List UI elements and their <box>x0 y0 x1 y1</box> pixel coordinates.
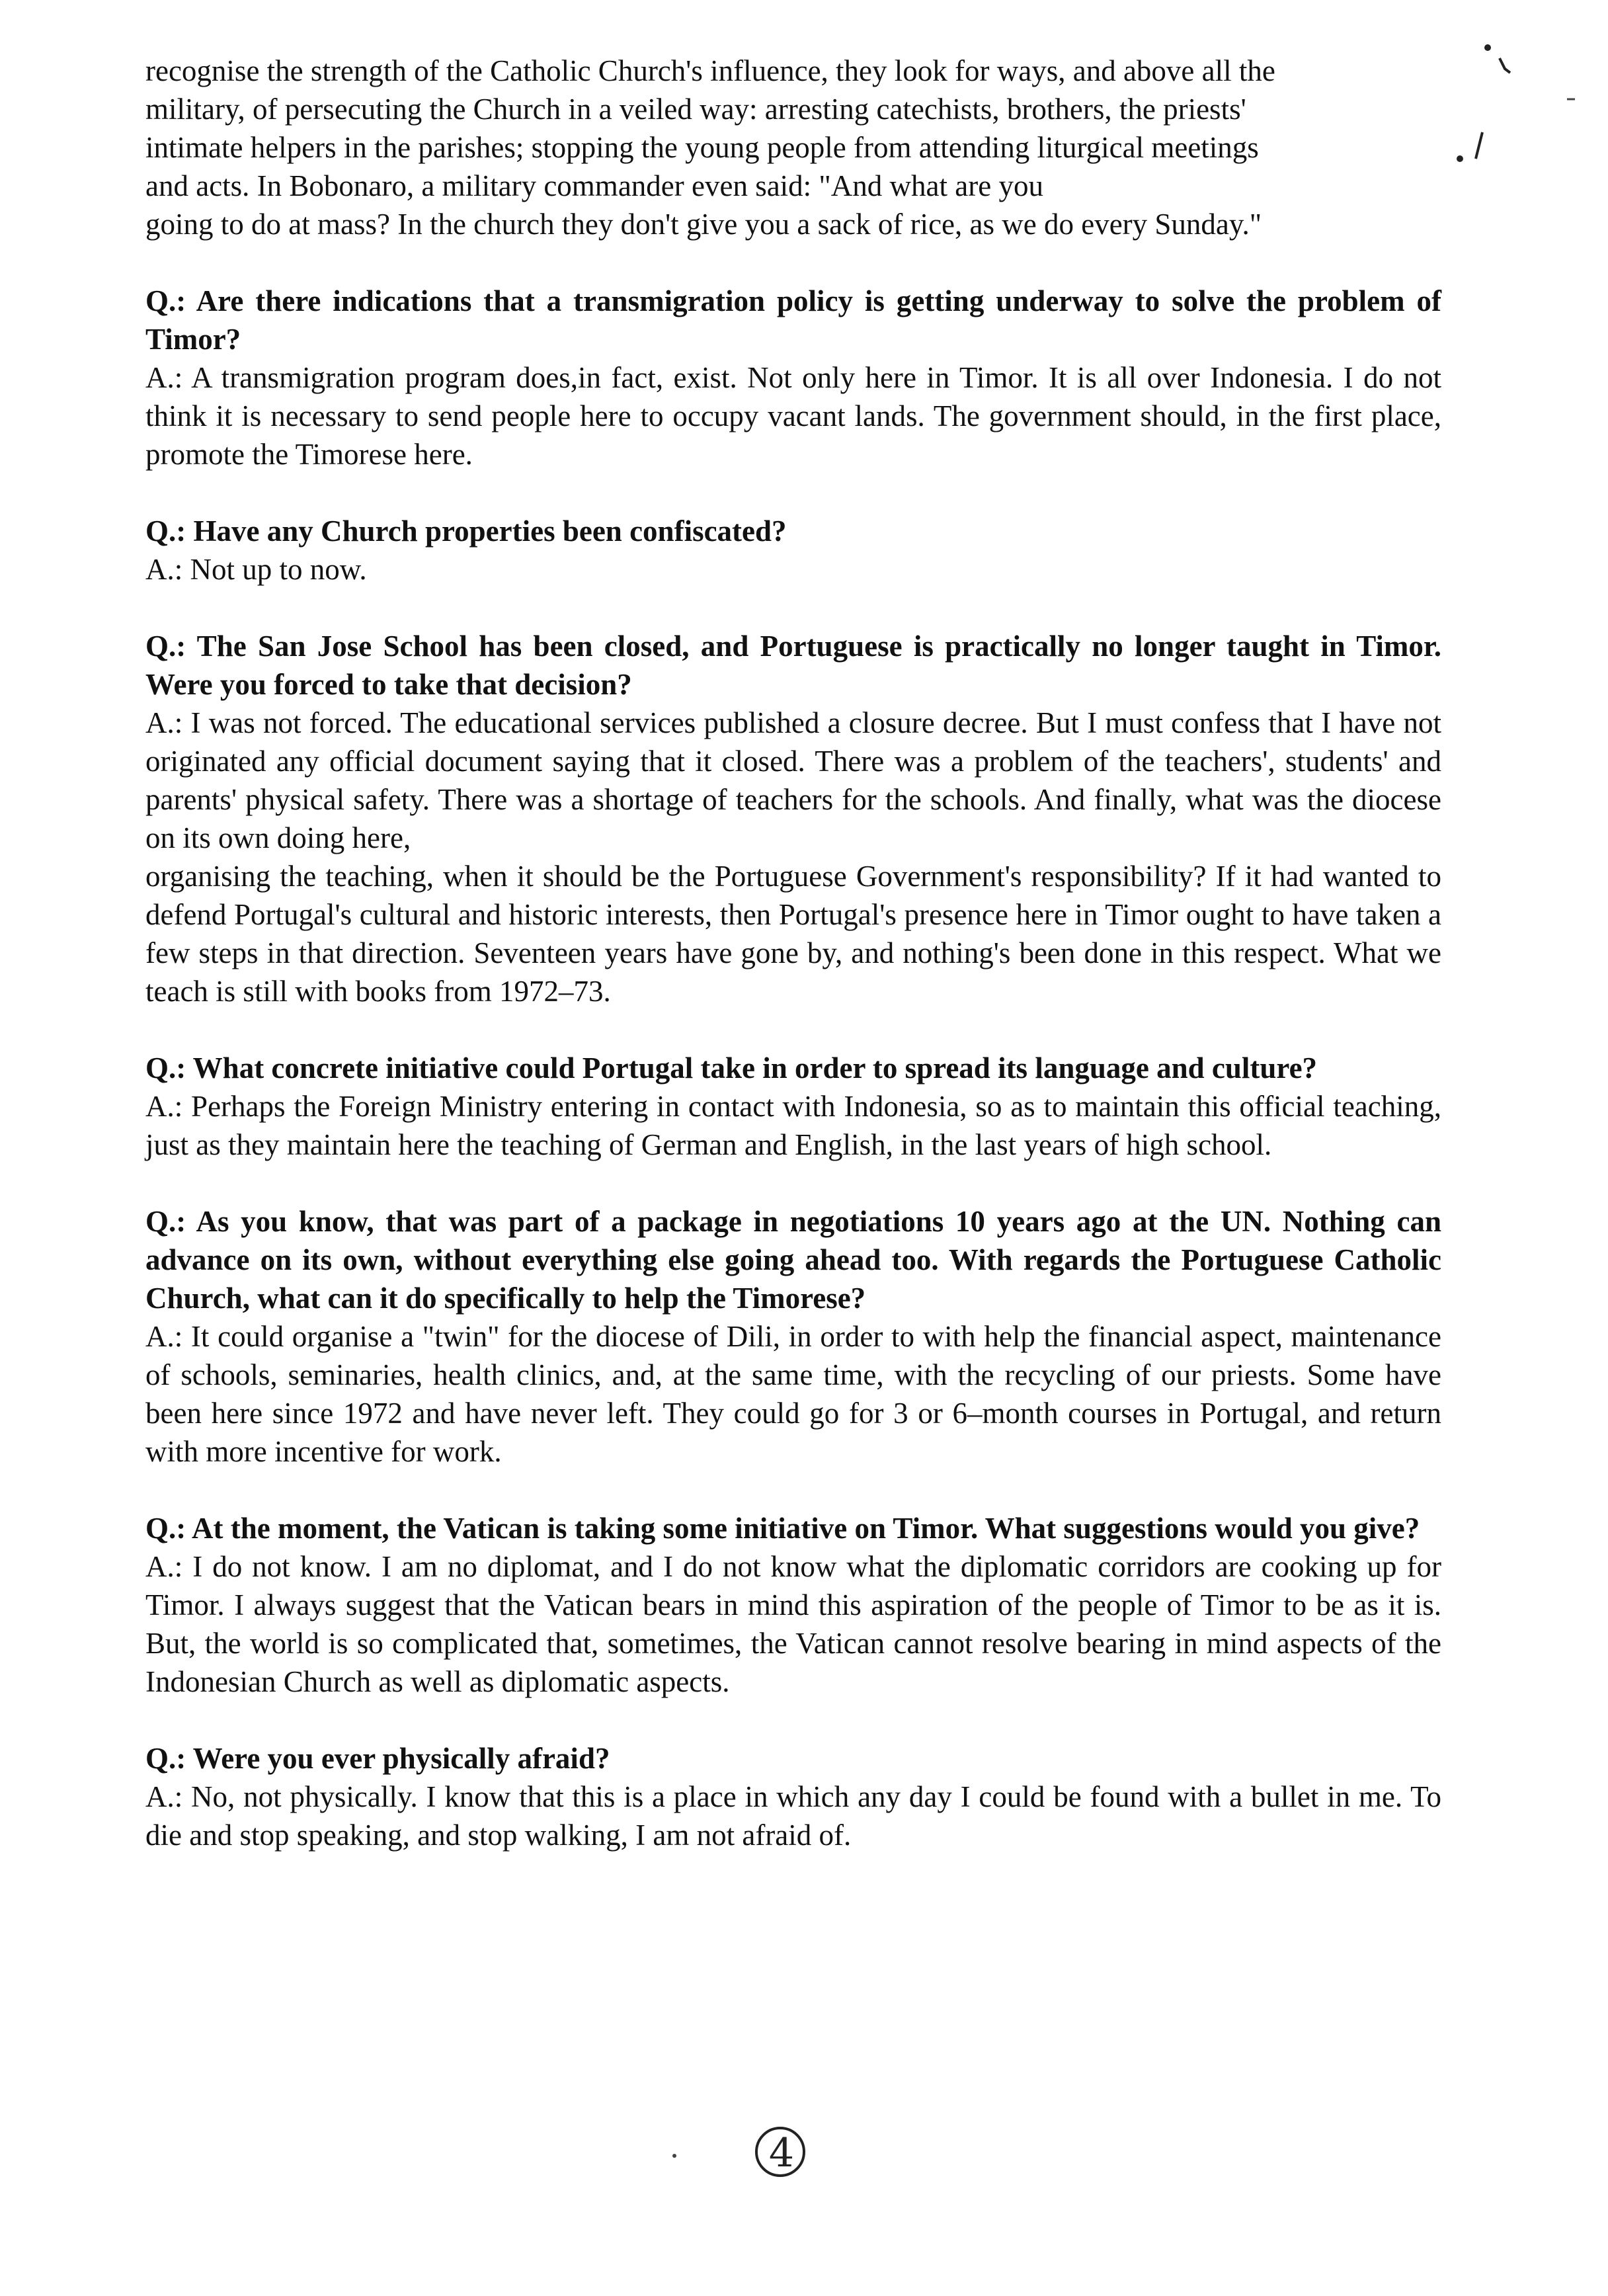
page-number-text: 4 <box>768 2130 795 2176</box>
text-column <box>145 52 1441 1893</box>
answer-text: A.: A transmigration program does,in fact, exist. Not only here in Timor. It is all over Indonesia. I do not think it is necessary to send people here to occupy vacant lands. The government should, in the first place, promote the Timorese here. <box>145 361 1441 471</box>
qa-block-portugal-initiative <box>145 1049 1441 1164</box>
qa-block-san-jose-school <box>145 627 1441 1010</box>
answer-text: A.: It could organise a "twin" for the diocese of Dili, in order to with help the financial aspect, maintenance of schools, seminaries, health clinics, and, at the same time, with the recycling of our priests. Some have been here since 1972 and have never left. They could go for 3 or 6–month courses in Portugal, and return with more incentive for work. <box>145 1320 1441 1468</box>
question-text: Q.: Were you ever physically afraid? <box>145 1742 610 1775</box>
answer-text: A.: I do not know. I am no diplomat, and I do not know what the diplomatic corridors are cooking up for Timor. I always suggest that the Vatican bears in mind this aspiration of the people of Timor to be as it is. But, the world is so complicated that, sometimes, the Vatican cannot resolve bearing in mind aspects of the Indonesian Church as well as diplomatic aspects. <box>145 1550 1441 1698</box>
opening-line: intimate helpers in the parishes; stopping the young people from attending liturgical meetings <box>145 131 1259 164</box>
page-number-stamp <box>742 2110 821 2189</box>
question-text: Q.: As you know, that was part of a package in negotiations 10 years ago at the UN. Nothing can advance on its own, without everything else going ahead too. With regards the Portuguese Catholic Church, what can it do specifically to help the Timorese? <box>145 1205 1441 1315</box>
question-text: Q.: What concrete initiative could Portugal take in order to spread its language and culture? <box>145 1051 1318 1085</box>
scan-dot <box>1457 155 1463 162</box>
answer-text: A.: I was not forced. The educational services published a closure decree. But I must confess that I have not originated any official document saying that it closed. There was a problem of the teachers', students' and parents' physical safety. There was a shortage of teachers for the schools. And finally, what was the diocese on its own doing here, <box>145 706 1441 854</box>
scan-tick-mark <box>1500 58 1510 73</box>
qa-block-catholic-church-help <box>145 1202 1441 1471</box>
scan-dot <box>1484 44 1491 51</box>
answer-text-continued: organising the teaching, when it should be the Portuguese Government's responsibility? If it had wanted to defend Portugal's cultural and historic interests, then Portugal's presence here in Timor ought to have taken a few steps in that direction. Seventeen years have gone by, and nothing's been done in this respect. What we teach is still with books from 1972–73. <box>145 860 1441 1008</box>
answer-text: A.: Perhaps the Foreign Ministry entering in contact with Indonesia, so as to maintain this official teaching, just as they maintain here the teaching of German and English, in the last years of high school. <box>145 1090 1441 1161</box>
opening-line: military, of persecuting the Church in a veiled way: arresting catechists, brothers, the priests' <box>145 93 1246 126</box>
opening-line: and acts. In Bobonaro, a military commander even said: "And what are you <box>145 169 1043 202</box>
qa-block-transmigration <box>145 282 1441 473</box>
answer-text: A.: Not up to now. <box>145 553 367 586</box>
question-text: Q.: Have any Church properties been confiscated? <box>145 514 787 548</box>
question-text: Q.: The San Jose School has been closed, and Portuguese is practically no longer taught in Timor. Were you forced to take that decision? <box>145 630 1441 701</box>
question-text: Q.: At the moment, the Vatican is taking some initiative on Timor. What suggestions would you give? <box>145 1512 1420 1545</box>
scan-slash-mark <box>1476 132 1482 159</box>
qa-block-physically-afraid <box>145 1739 1441 1854</box>
qa-block-church-properties <box>145 512 1441 589</box>
answer-text: A.: No, not physically. I know that this is a place in which any day I could be found with a bullet in me. To die and stop speaking, and stop walking, I am not afraid of. <box>145 1780 1441 1852</box>
opening-line: going to do at mass? In the church they don't give you a sack of rice, as we do every Sunday." <box>145 208 1262 241</box>
qa-block-vatican <box>145 1509 1441 1701</box>
scan-dot <box>672 2154 676 2158</box>
opening-paragraph <box>145 52 1441 243</box>
question-text: Q.: Are there indications that a transmigration policy is getting underway to solve the problem of Timor? <box>145 284 1441 356</box>
opening-line: recognise the strength of the Catholic Church's influence, they look for ways, and above all the <box>145 54 1275 87</box>
